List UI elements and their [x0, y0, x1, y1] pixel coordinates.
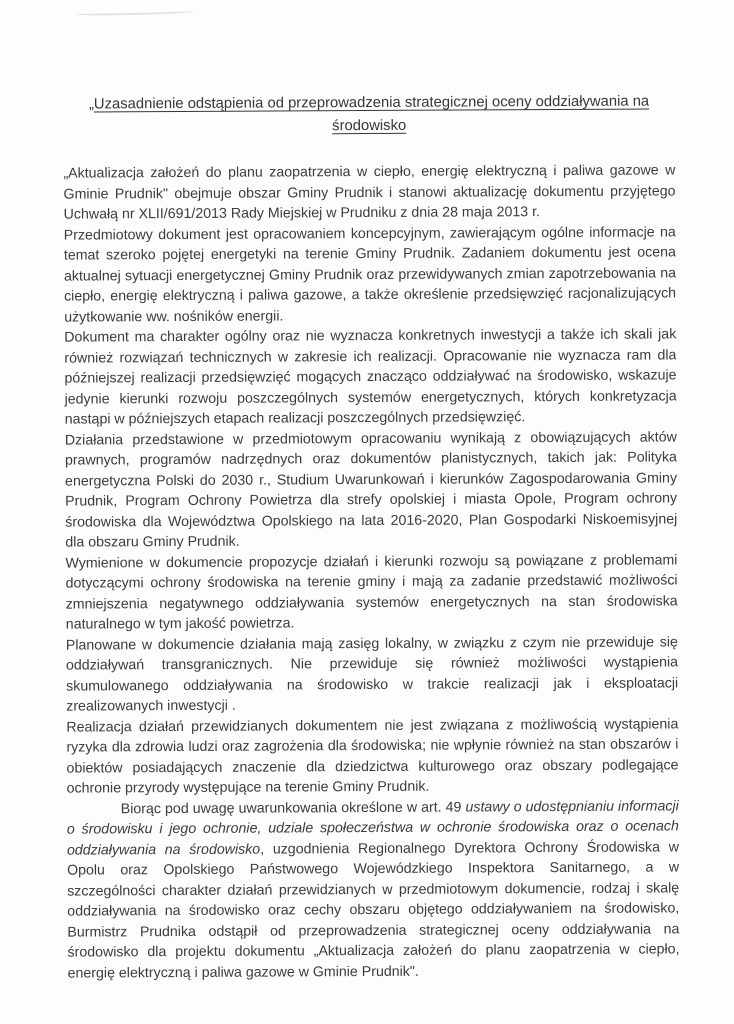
- paragraph-legal-sources: Działania przedstawione w przedmiotowym opracowaniu wynikają z obowiązujących aktów prawnych, programów nadrzędnych oraz dokumentów planistycznych, takich jak: Polityka energetyczna Polski do 2030 r., Studium Uwarunkowań i kierunków Zagospodarowania Gminy Prudnik, Program Ochrony Powietrza dla strefy opolskiej i miasta Opole, Program ochrony środowiska dla Województwa Opolskiego na lata 2016-2020, Plan Gospodarki Niskoemisyjnej dla obszaru Gminy Prudnik.: [64, 428, 678, 551]
- paragraph-closing-decision: [67, 796, 680, 984]
- paragraph-general-character: Dokument ma charakter ogólny oraz nie wyznacza konkretnych inwestycji a także ich skali jak również rozwiązań technicznych w zakresie ich realizacji. Opracowanie nie wyznacza ram dla późniejszej realizacji przedsięwzięć mogących znacząco oddziaływać na środowisko, wskazuje jedynie kierunki rozwoju poszczególnych systemów energetycznych, których konkretyzacja nastąpi w późniejszych etapach realizacji poszczególnych przedsięwzięć.: [64, 326, 677, 428]
- page-title: [63, 90, 675, 139]
- scan-artifact-top: [76, 9, 194, 16]
- paragraph-local-scope: Planowane w dokumencie działania mają zasięg lokalny, w związku z czym nie przewiduje się oddziaływań transgranicznych. Nie przewiduje się również możliwości wystąpienia skumulowanego oddziaływania na środowisko w trakcie realizacji jak i eksploatacji zrealizowanych inwestycji .: [65, 633, 679, 715]
- title-underlined-text: Uzasadnienie odstąpienia od przeprowadzenia strategicznej oceny oddziaływania na środowisko: [93, 93, 650, 135]
- title-quote-mark: „: [88, 96, 94, 113]
- closing-pre-text: Biorąc pod uwagę uwarunkowania określone w art. 49: [120, 799, 466, 817]
- closing-post-text: , uzgodnienia Regionalnego Dyrektora Ochrony Środowiska w Opolu oraz Opolskiego Państwowego Wojewódzkiego Inspektora Sanitarnego, a w szczególności charakter działań przewidzianych w przedmiotowym dokumencie, rodzaj i skalę oddziaływania na środowisko oraz cechy obszaru objętego oddziaływaniem na środowisko, Burmistrz Prudnika odstąpił od przeprowadzenia strategicznej oceny oddziaływania na środowisko dla projektu dokumentu „Aktualizacja założeń do planu zaopatrzenia w ciepło, energię elektryczną i paliwa gazowe w Gminie Prudnik".: [67, 838, 680, 982]
- paragraph-intro: „Aktualizacja założeń do planu zaopatrzenia w ciepło, energię elektryczną i paliwa gazowe w Gminie Prudnik" obejmuje obszar Gminy Prudnik i stanowi aktualizację dokumentu przyjętego Uchwałą nr XLII/691/2013 Rady Miejskiej w Prudniku z dnia 28 maja 2013 r.: [63, 162, 676, 223]
- paragraph-no-risk: Realizacja działań przewidzianych dokumentem nie jest związana z możliwością wystąpienia ryzyka dla zdrowia ludzi oraz zagrożenia dla środowiska; nie wpłynie również na stan obszarów i obiektów posiadających znaczenie dla dziedzictwa kulturowego oraz obszary podlegające ochronie przyrody występujące na terenie Gminy Prudnik.: [66, 715, 679, 797]
- closing-statute-citation: ustawy o udostępnianiu informacji o środowisku i jego ochronie, udziale społeczeństwa w ochronie środowiska oraz o ocenach oddziaływania na środowisko: [66, 797, 679, 859]
- document-body: [63, 90, 680, 983]
- paragraph-environment-links: Wymienione w dokumencie propozycje działań i kierunki rozwoju są powiązane z problemami dotyczącymi ochrony środowiska na terenie gminy i mają za zadanie przedstawić możliwości zmniejszenia negatywnego oddziaływania systemów energetycznych na stan środowiska naturalnego w tym jakość powietrza.: [65, 551, 678, 633]
- scan-artifact-bottom: [8, 1001, 730, 1009]
- paragraph-document-scope: Przedmiotowy dokument jest opracowaniem koncepcyjnym, zawierającym ogólne informacje na temat szeroko pojętej energetyki na terenie Gminy Prudnik. Zadaniem dokumentu jest ocena aktualnej sytuacji energetycznej Gminy Prudnik oraz przewidywanych zmian zapotrzebowania na ciepło, energię elektryczną i paliwa gazowe, a także określenie przedsięwzięć racjonalizujących użytkowanie ww. nośników energii.: [63, 223, 677, 326]
